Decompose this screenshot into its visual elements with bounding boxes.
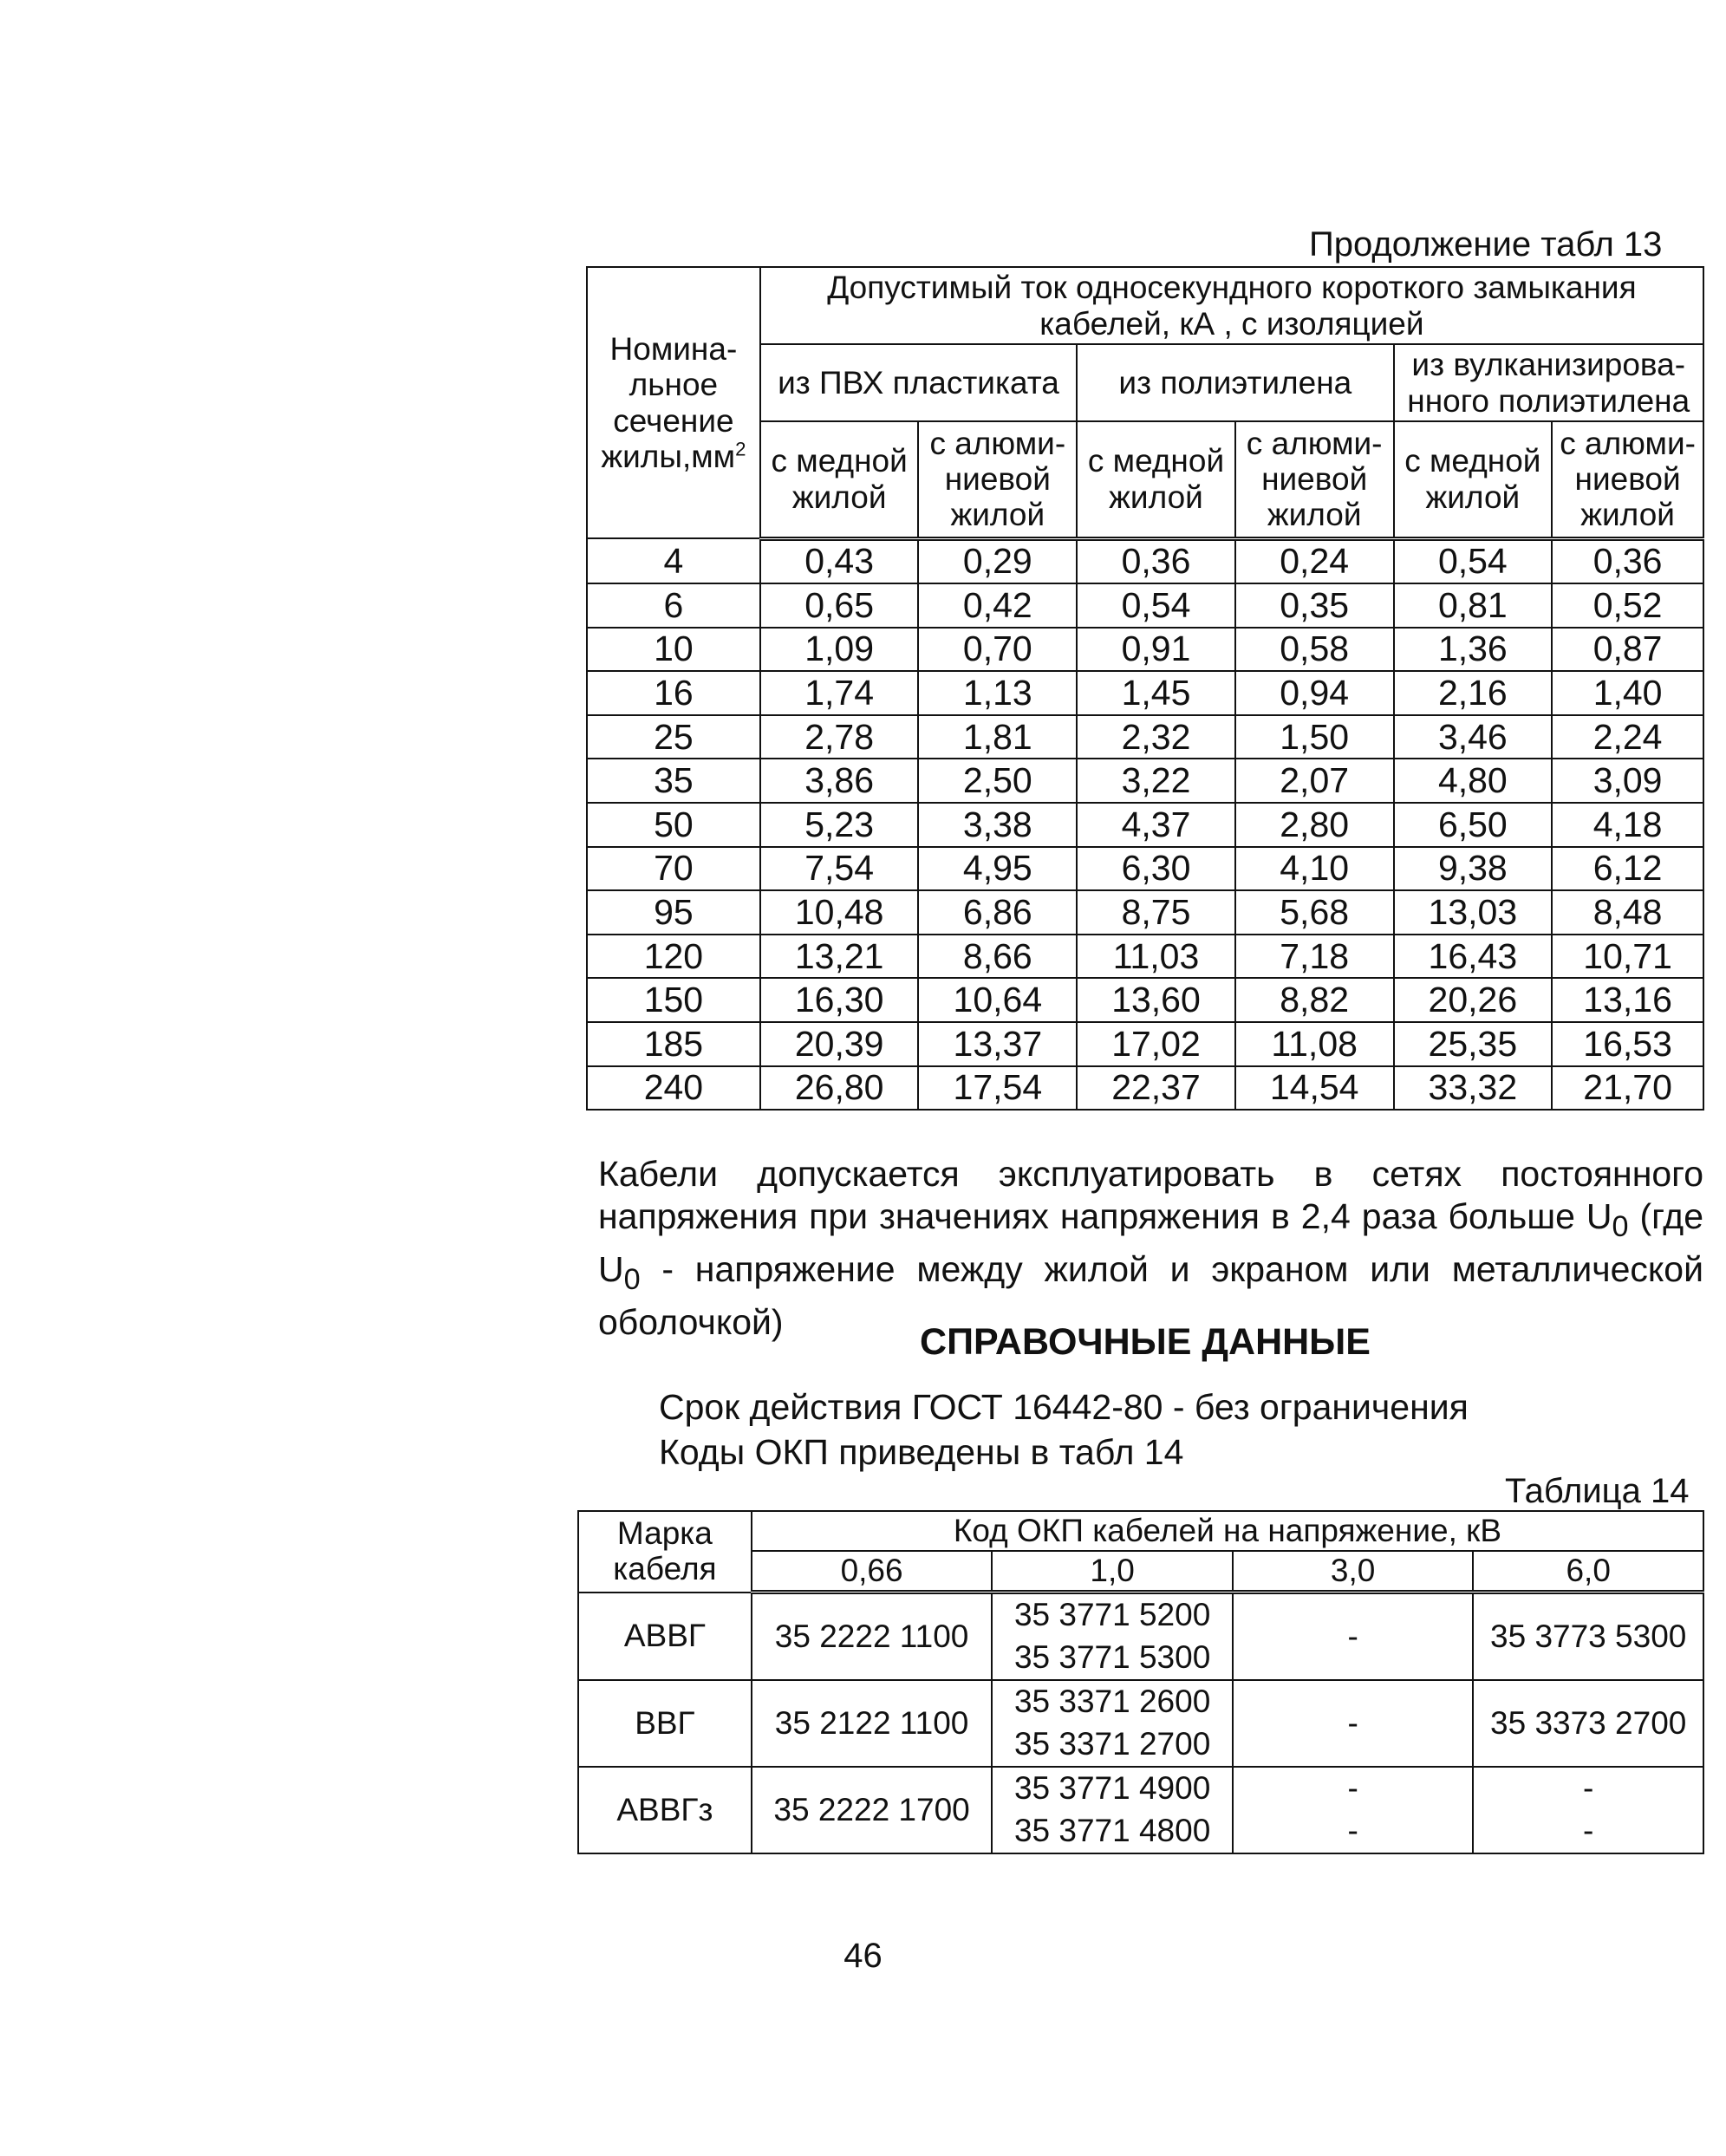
table-row <box>587 847 1703 891</box>
cell: 3,86 <box>760 759 919 803</box>
cell: 2,50 <box>918 759 1077 803</box>
cell: 16,53 <box>1552 1022 1703 1066</box>
cell: 120 <box>587 935 760 979</box>
cell: 22,37 <box>1077 1066 1235 1111</box>
cell: 0,52 <box>1552 583 1703 628</box>
table-row <box>587 890 1703 935</box>
cell: 3,38 <box>918 803 1077 847</box>
cell: 6 <box>587 583 760 628</box>
cell: 16,30 <box>760 978 919 1022</box>
cell: 25 <box>587 715 760 759</box>
cell: 4,37 <box>1077 803 1235 847</box>
cell: 1,09 <box>760 628 919 672</box>
cell: 0,54 <box>1077 583 1235 628</box>
cell: 0,29 <box>918 538 1077 583</box>
cell: 25,35 <box>1394 1022 1553 1066</box>
cable-mark-cell: ВВГ <box>578 1680 752 1767</box>
header-pvc-insulation: из ПВХ пластиката <box>760 344 1077 421</box>
cell: 13,21 <box>760 935 919 979</box>
code-cell: - <box>1233 1680 1473 1767</box>
cell: 0,36 <box>1552 538 1703 583</box>
cell: 10,71 <box>1552 935 1703 979</box>
table-row <box>578 1680 1703 1723</box>
cell: 3,22 <box>1077 759 1235 803</box>
cell: 0,87 <box>1552 628 1703 672</box>
table-row <box>587 715 1703 759</box>
cell: 9,38 <box>1394 847 1553 891</box>
table-row <box>587 538 1703 583</box>
cell: 4 <box>587 538 760 583</box>
reference-data-heading: СПРАВОЧНЫЕ ДАННЫЕ <box>920 1321 1371 1363</box>
short-circuit-current-table <box>586 266 1704 1111</box>
header-allowable-current: Допустимый ток односекундного короткого замыкания кабелей, кА , с изоляцией <box>760 267 1703 344</box>
table-row <box>587 759 1703 803</box>
cell: 8,75 <box>1077 890 1235 935</box>
cell: 1,45 <box>1077 671 1235 715</box>
cell: 0,91 <box>1077 628 1235 672</box>
header-aluminium-core: с алюми- ниевой жилой <box>1552 421 1703 538</box>
cell: 8,66 <box>918 935 1077 979</box>
cell: 150 <box>587 978 760 1022</box>
cell: 2,07 <box>1235 759 1394 803</box>
okp-codes-table <box>577 1510 1704 1854</box>
cell: 10,64 <box>918 978 1077 1022</box>
gost-validity-line: Срок действия ГОСТ 16442-80 - без ограничения <box>659 1387 1469 1427</box>
cell: 1,50 <box>1235 715 1394 759</box>
cell: 95 <box>587 890 760 935</box>
cell: 17,02 <box>1077 1022 1235 1066</box>
cell: 6,30 <box>1077 847 1235 891</box>
code-cell: 35 3771 5200 <box>992 1593 1233 1638</box>
cell: 1,13 <box>918 671 1077 715</box>
code-cell: 35 3771 4800 <box>992 1810 1233 1853</box>
cell: 10,48 <box>760 890 919 935</box>
cell: 0,94 <box>1235 671 1394 715</box>
cell: 3,09 <box>1552 759 1703 803</box>
cell: 35 <box>587 759 760 803</box>
cell: 0,42 <box>918 583 1077 628</box>
cable-mark-cell: АВВГз <box>578 1767 752 1853</box>
code-cell: 35 3771 4900 <box>992 1767 1233 1810</box>
cell: 2,32 <box>1077 715 1235 759</box>
cell: 21,70 <box>1552 1066 1703 1111</box>
cell: 20,39 <box>760 1022 919 1066</box>
cable-mark-cell: АВВГ <box>578 1593 752 1681</box>
cell: 2,16 <box>1394 671 1553 715</box>
table-row <box>578 1593 1703 1638</box>
header-voltage-30: 3,0 <box>1233 1551 1473 1593</box>
header-copper-core: с медной жилой <box>1077 421 1235 538</box>
table-row <box>587 978 1703 1022</box>
okp-codes-line: Коды ОКП приведены в табл 14 <box>659 1432 1184 1472</box>
header-aluminium-core: с алюми- ниевой жилой <box>1235 421 1394 538</box>
cell: 0,70 <box>918 628 1077 672</box>
dc-usage-paragraph: Кабели допускается эксплуатировать в сетях постоянного напряжения при значениях напряжения в 2,4 раза больше $U_0$ (где $U_0$ - напряжение между жилой и экраном или металлической оболочкой) <box>598 1154 1703 1343</box>
cell: 0,81 <box>1394 583 1553 628</box>
cell: 4,10 <box>1235 847 1394 891</box>
header-copper-core: с медной жилой <box>760 421 919 538</box>
code-cell: 35 2222 1100 <box>752 1593 993 1681</box>
cell: 6,12 <box>1552 847 1703 891</box>
table-row <box>587 1066 1703 1111</box>
cell: 13,03 <box>1394 890 1553 935</box>
header-xlpe-insulation: из вулканизирова- нного полиэтилена <box>1394 344 1704 421</box>
code-cell: 35 3371 2700 <box>992 1723 1233 1767</box>
cell: 5,23 <box>760 803 919 847</box>
code-cell: - <box>1473 1767 1703 1810</box>
table-row <box>587 935 1703 979</box>
cell: 16,43 <box>1394 935 1553 979</box>
table-row <box>587 1022 1703 1066</box>
cell: 0,24 <box>1235 538 1394 583</box>
header-copper-core: с медной жилой <box>1394 421 1553 538</box>
header-voltage-60: 6,0 <box>1473 1551 1703 1593</box>
table-row <box>587 803 1703 847</box>
table-row <box>587 671 1703 715</box>
code-cell: 35 3371 2600 <box>992 1680 1233 1723</box>
cell: 2,80 <box>1235 803 1394 847</box>
cell: 0,43 <box>760 538 919 583</box>
cell: 0,65 <box>760 583 919 628</box>
code-cell: 35 3771 5300 <box>992 1637 1233 1680</box>
cell: 50 <box>587 803 760 847</box>
cell: 185 <box>587 1022 760 1066</box>
cell: 4,80 <box>1394 759 1553 803</box>
header-nominal-section: Номина- льное сечение $жилы,мм^2$ <box>587 267 760 538</box>
code-cell: 35 2222 1700 <box>752 1767 993 1853</box>
cell: 7,18 <box>1235 935 1394 979</box>
code-cell: - <box>1233 1767 1473 1810</box>
code-cell: 35 3773 5300 <box>1473 1593 1703 1681</box>
table-row <box>587 628 1703 672</box>
cell: 0,58 <box>1235 628 1394 672</box>
cell: 4,95 <box>918 847 1077 891</box>
cell: 5,68 <box>1235 890 1394 935</box>
cell: 17,54 <box>918 1066 1077 1111</box>
cell: 26,80 <box>760 1066 919 1111</box>
cell: 11,03 <box>1077 935 1235 979</box>
cell: 0,36 <box>1077 538 1235 583</box>
cell: 0,54 <box>1394 538 1553 583</box>
header-voltage-066: 0,66 <box>752 1551 993 1593</box>
cell: 240 <box>587 1066 760 1111</box>
header-pe-insulation: из полиэтилена <box>1077 344 1393 421</box>
code-cell: 35 2122 1100 <box>752 1680 993 1767</box>
cell: 0,35 <box>1235 583 1394 628</box>
cell: 10 <box>587 628 760 672</box>
header-voltage-10: 1,0 <box>992 1551 1233 1593</box>
table-row <box>587 583 1703 628</box>
cell: 13,16 <box>1552 978 1703 1022</box>
cell: 2,78 <box>760 715 919 759</box>
cell: 8,82 <box>1235 978 1394 1022</box>
cell: 16 <box>587 671 760 715</box>
code-cell: - <box>1473 1810 1703 1853</box>
cell: 14,54 <box>1235 1066 1394 1111</box>
cell: 70 <box>587 847 760 891</box>
table-row <box>578 1767 1703 1810</box>
cell: 3,46 <box>1394 715 1553 759</box>
cell: 2,24 <box>1552 715 1703 759</box>
cell: 33,32 <box>1394 1066 1553 1111</box>
code-cell: - <box>1233 1810 1473 1853</box>
cell: 4,18 <box>1552 803 1703 847</box>
cell: 8,48 <box>1552 890 1703 935</box>
cell: 1,36 <box>1394 628 1553 672</box>
table-13-caption: Продолжение табл 13 <box>1309 225 1663 264</box>
cell: 13,60 <box>1077 978 1235 1022</box>
header-cable-mark: Марка кабеля <box>578 1511 752 1593</box>
code-cell: - <box>1233 1593 1473 1681</box>
cell: 7,54 <box>760 847 919 891</box>
cell: 1,81 <box>918 715 1077 759</box>
page-number: 46 <box>843 1937 883 1975</box>
cell: 20,26 <box>1394 978 1553 1022</box>
cell: 6,86 <box>918 890 1077 935</box>
cell: 6,50 <box>1394 803 1553 847</box>
header-okp-code: Код ОКП кабелей на напряжение, кВ <box>752 1511 1703 1551</box>
header-aluminium-core: с алюми- ниевой жилой <box>918 421 1077 538</box>
cell: 11,08 <box>1235 1022 1394 1066</box>
cell: 1,40 <box>1552 671 1703 715</box>
code-cell: 35 3373 2700 <box>1473 1680 1703 1767</box>
cell: 1,74 <box>760 671 919 715</box>
cell: 13,37 <box>918 1022 1077 1066</box>
table-14-caption: Таблица 14 <box>1505 1472 1690 1510</box>
